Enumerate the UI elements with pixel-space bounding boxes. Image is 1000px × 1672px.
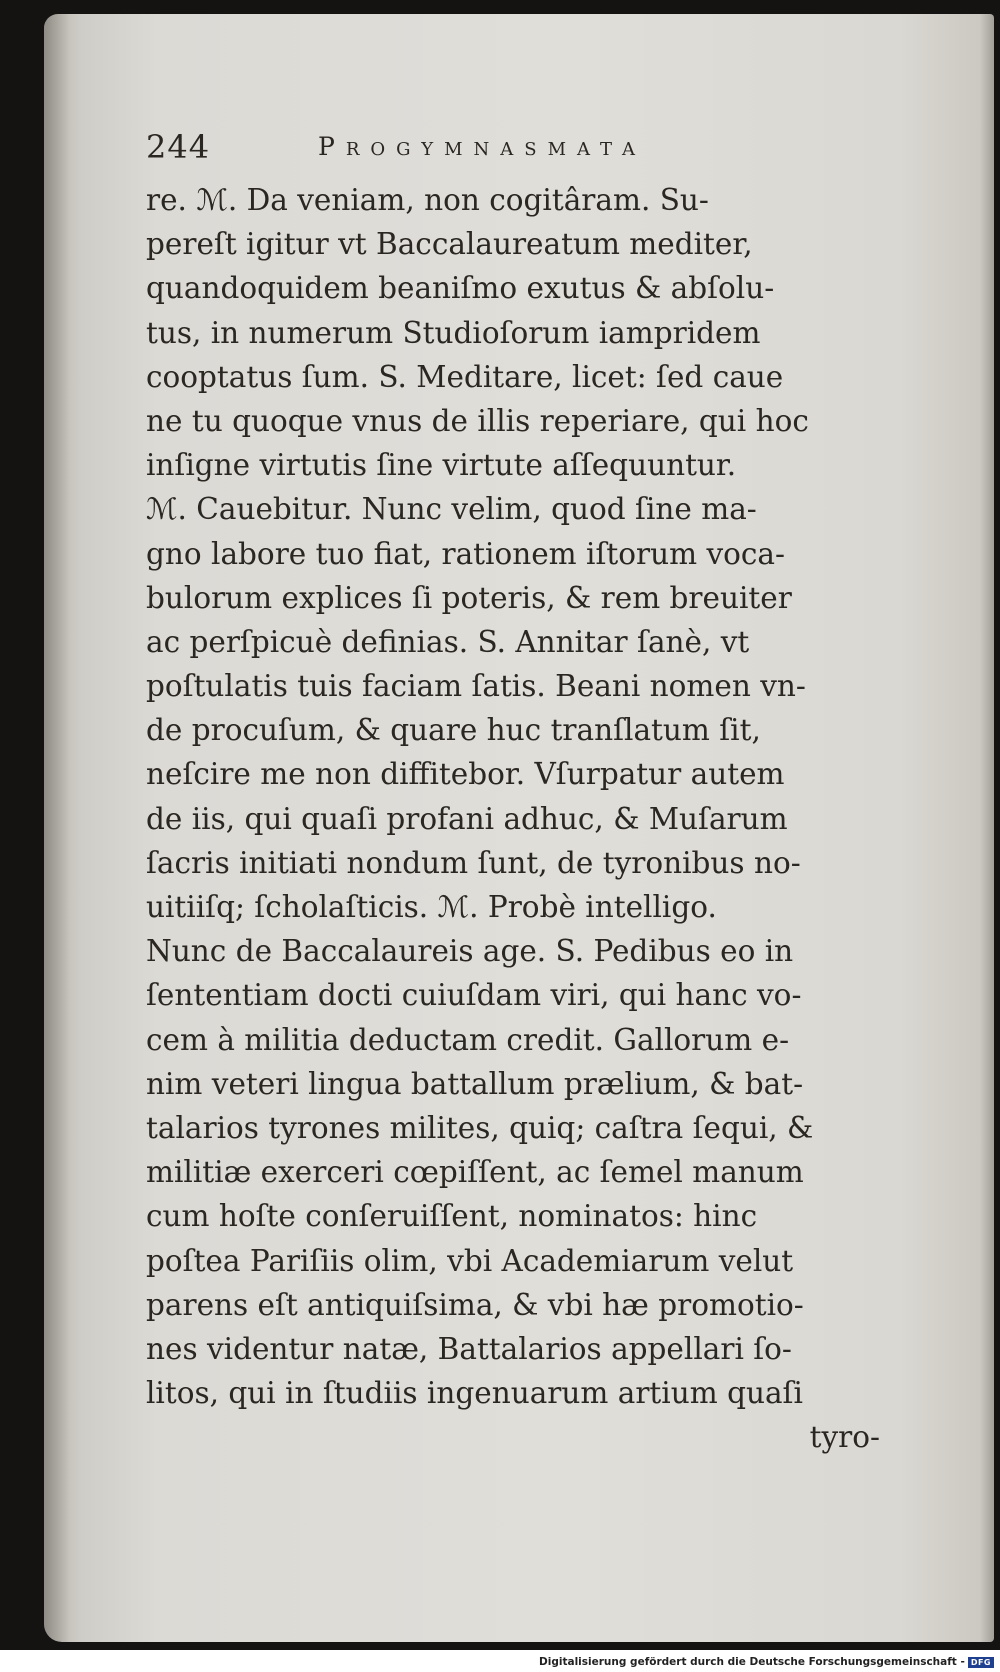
text-line: tus, in numerum Studioſorum iampridem [146, 315, 761, 350]
text-line: gno labore tuo fiat, rationem iſtorum voca- [146, 536, 785, 571]
text-line: litos, qui in ſtudiis ingenuarum artium quaſi [146, 1376, 803, 1411]
page-edge-shadow [980, 14, 994, 1642]
body-text [146, 178, 886, 1459]
text-line: cem à militia deductam credit. Gallorum e- [146, 1022, 790, 1057]
text-line: Nunc de Baccalaureis age. S. Pedibus eo in [146, 934, 794, 969]
text-line: poſtulatis tuis faciam ſatis. Beani nomen vn- [146, 669, 806, 704]
running-title: Progymnasmata [318, 132, 647, 161]
text-line: ſacris initiati nondum ſunt, de tyronibus no- [146, 845, 801, 880]
text-line: ne tu quoque vnus de illis reperiare, qui hoc [146, 403, 809, 438]
text-line: ſententiam docti cuiuſdam viri, qui hanc vo- [146, 978, 802, 1013]
text-line: ℳ. Cauebitur. Nunc velim, quod ſine ma- [146, 492, 757, 527]
text-line: pereſt igitur vt Baccalaureatum mediter, [146, 227, 753, 262]
text-line: poſtea Pariſiis olim, vbi Academiarum velut [146, 1243, 794, 1278]
text-line: inſigne virtutis ſine virtute aſſequuntur. [146, 448, 737, 483]
digitization-credit [539, 1656, 994, 1668]
text-line: de iis, qui quaſi profani adhuc, & Muſarum [146, 801, 788, 836]
gutter-shadow [44, 14, 70, 1642]
page-header [146, 128, 846, 170]
text-line: re. ℳ. Da veniam, non cogitâram. Su- [146, 183, 709, 217]
dfg-logo: DFG [968, 1657, 994, 1668]
text-line: cooptatus ſum. S. Meditare, licet: ſed caue [146, 359, 784, 394]
text-line: talarios tyrones milites, quiq; caſtra ſequi, & [146, 1110, 814, 1145]
text-line: uitiiſq; ſcholaſticis. ℳ. Probè intelligo. [146, 890, 717, 924]
text-line: bulorum explices ſi poteris, & rem breuiter [146, 580, 792, 615]
catchword: tyro- [809, 1420, 880, 1455]
text-line: de procuſum, & quare huc tranſlatum ſit, [146, 713, 761, 748]
text-line: cum hoſte conſeruiſſent, nominatos: hinc [146, 1199, 758, 1234]
text-line: neſcire me non diffitebor. Vſurpatur autem [146, 757, 785, 792]
text-line: nes videntur natæ, Battalarios appellari ſo- [146, 1331, 792, 1366]
text-line: militiæ exerceri cœpiſſent, ac ſemel manum [146, 1155, 804, 1190]
text-line: quandoquidem beaniſmo exutus & abſolu- [146, 271, 775, 306]
credit-text: Digitalisierung gefördert durch die Deutsche Forschungsgemeinschaft - [539, 1656, 965, 1668]
text-line: parens eſt antiquiſsima, & vbi hæ promotio- [146, 1287, 804, 1322]
page-number: 244 [146, 128, 211, 166]
text-line: nim veteri lingua battallum prælium, & bat- [146, 1066, 804, 1101]
text-line: ac perſpicuè definias. S. Annitar ſanè, vt [146, 624, 750, 659]
